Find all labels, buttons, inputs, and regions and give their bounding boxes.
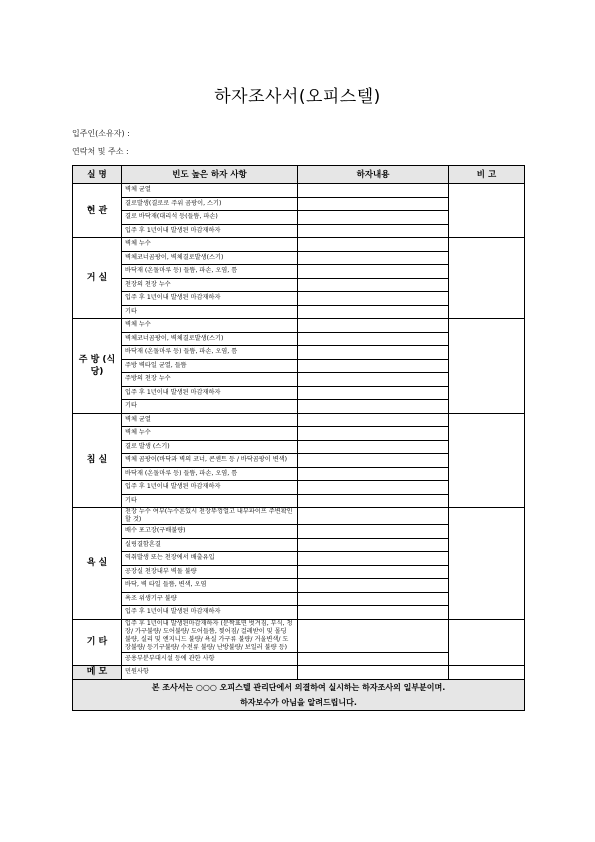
defect-content-cell[interactable] xyxy=(298,400,449,414)
defect-content-cell[interactable] xyxy=(298,454,449,468)
defect-item: 결로 발생 (스기) xyxy=(122,440,298,454)
defect-item: 천장의 천장 누수 xyxy=(122,278,298,292)
defect-item: 바닥재 (온돌마루 등) 들뜸, 파손, 오염, 틈 xyxy=(122,265,298,279)
page-title: 하자조사서(오피스텔) xyxy=(214,87,381,107)
defect-content-cell[interactable] xyxy=(298,592,449,606)
memo-row xyxy=(73,666,525,680)
defect-item: 결로 바닥재(대리석 등(들뜸, 파손) xyxy=(122,211,298,225)
defect-item: 주방 벽타일 균열, 들뜸 xyxy=(122,359,298,373)
defect-content-cell[interactable] xyxy=(298,373,449,387)
defect-content-cell[interactable] xyxy=(298,508,449,525)
defect-item: 기타 xyxy=(122,494,298,508)
header-content: 하자내용 xyxy=(298,166,449,184)
defect-item: 주방의 천장 누수 xyxy=(122,373,298,387)
defect-item: 벽체코너곰팡이, 벽체결로발생(스기) xyxy=(122,251,298,265)
defect-content-cell[interactable] xyxy=(298,427,449,441)
table-row xyxy=(73,508,525,525)
defect-content-cell[interactable] xyxy=(298,652,449,666)
defect-item: 벽체코너곰팡이, 벽체결로발생(스기) xyxy=(122,332,298,346)
header-items: 빈도 높은 하자 사항 xyxy=(122,166,298,184)
defect-item: 실링결함흔결 xyxy=(122,538,298,552)
notice-row xyxy=(73,679,525,710)
header-remark: 비 고 xyxy=(449,166,525,184)
defect-item: 벽체 누수 xyxy=(122,319,298,333)
defect-item: 벽체 곰팡이(바닥과 벽의 코너, 콘센트 등 / 바닥곰팡이 변색) xyxy=(122,454,298,468)
room-name: 거 실 xyxy=(73,238,122,319)
defect-content-cell[interactable] xyxy=(298,278,449,292)
defect-content-cell[interactable] xyxy=(298,238,449,252)
memo-value: 민원사항 xyxy=(122,666,298,680)
defect-item: 벽체 누수 xyxy=(122,427,298,441)
defect-content-cell[interactable] xyxy=(298,565,449,579)
defect-item: 역취발생 또는 천장에서 배출유입 xyxy=(122,552,298,566)
defect-content-cell[interactable] xyxy=(298,619,449,652)
room-name: 현 관 xyxy=(73,184,122,238)
defect-content-cell[interactable] xyxy=(298,386,449,400)
defect-content-cell[interactable] xyxy=(298,413,449,427)
defect-content-cell[interactable] xyxy=(298,197,449,211)
defect-item: 바닥재 (온돌마루 등) 들뜸, 파손, 오염, 틈 xyxy=(122,346,298,360)
defect-content-cell[interactable] xyxy=(298,346,449,360)
defect-item: 벽체 균열 xyxy=(122,184,298,198)
defect-content-cell[interactable] xyxy=(298,224,449,238)
defect-item: 입주 후 1년이내 발생된 마감재하자 xyxy=(122,224,298,238)
room-name: 기 타 xyxy=(73,619,122,666)
table-row xyxy=(73,413,525,427)
defect-item: 입주 후 1년이내 발생된 마감재하자 xyxy=(122,606,298,620)
defect-content-cell[interactable] xyxy=(298,265,449,279)
contact-label: 연락처 및 주소 : xyxy=(72,147,129,156)
defect-content-cell[interactable] xyxy=(298,494,449,508)
defect-item: 천장 누수 여부(누수흔있시 천장뚜껑열고 내부파이프 주변확인할 것) xyxy=(122,508,298,525)
defect-item: 결로발생(결로로 주위 곰팡이, 스기) xyxy=(122,197,298,211)
remark-cell[interactable] xyxy=(449,508,525,620)
table-row xyxy=(73,319,525,333)
defect-content-cell[interactable] xyxy=(298,606,449,620)
room-name: 욕 실 xyxy=(73,508,122,620)
defect-content-cell[interactable] xyxy=(298,552,449,566)
defect-content-cell[interactable] xyxy=(298,579,449,593)
remark-cell[interactable] xyxy=(449,184,525,238)
table-row xyxy=(73,619,525,652)
defect-item: 바닥재 (온돌마루 등) 들뜸, 파손, 오염, 틈 xyxy=(122,467,298,481)
defect-content-cell[interactable] xyxy=(298,538,449,552)
defect-item: 벽체 누수 xyxy=(122,238,298,252)
table-header-row xyxy=(73,166,525,184)
defect-item: 공장실 천장내부 벽돌 불량 xyxy=(122,565,298,579)
defect-item: 기타 xyxy=(122,305,298,319)
remark-cell[interactable] xyxy=(449,238,525,319)
defect-item: 입주 후 1년이내 발생된 마감재하자 xyxy=(122,292,298,306)
room-name: 주 방 (식당) xyxy=(73,319,122,414)
header-room: 실 명 xyxy=(73,166,122,184)
owner-label: 입주인(소유자) : xyxy=(72,129,130,138)
defect-item: 입주 후 1년이내 발생된 마감재하자 xyxy=(122,481,298,495)
remark-cell[interactable] xyxy=(449,619,525,666)
defect-item: 입주 후 1년이내 발생된 마감재하자 xyxy=(122,386,298,400)
table-row xyxy=(73,238,525,252)
defect-item: 공용부분부대시설 등에 관한 사항 xyxy=(122,652,298,666)
defect-content-cell[interactable] xyxy=(298,481,449,495)
memo-remark-cell[interactable] xyxy=(449,666,525,680)
defect-item: 기타 xyxy=(122,400,298,414)
defect-content-cell[interactable] xyxy=(298,251,449,265)
defect-content-cell[interactable] xyxy=(298,525,449,539)
defect-content-cell[interactable] xyxy=(298,184,449,198)
survey-table xyxy=(72,165,525,711)
defect-item: 벽체 균열 xyxy=(122,413,298,427)
room-name: 침 실 xyxy=(73,413,122,508)
defect-item: 바닥, 벽 타일 들뜸, 변색, 오염 xyxy=(122,579,298,593)
defect-content-cell[interactable] xyxy=(298,292,449,306)
defect-content-cell[interactable] xyxy=(298,319,449,333)
memo-label: 메 모 xyxy=(73,666,122,680)
memo-content-cell[interactable] xyxy=(298,666,449,680)
remark-cell[interactable] xyxy=(449,413,525,508)
defect-item: 욕조 위생기구 불량 xyxy=(122,592,298,606)
defect-content-cell[interactable] xyxy=(298,305,449,319)
remark-cell[interactable] xyxy=(449,319,525,414)
defect-content-cell[interactable] xyxy=(298,440,449,454)
table-row xyxy=(73,184,525,198)
defect-item: 입주 후 1년이내 발생된마감재하자 (문짝표면 벗겨짐, 부식, 청장/ 가구불량/ 도어불량/ 도어들뜸, 찢어짐/ 걸레받이 및 몰딩 불량, 실리 및 엔지니드 불량/ 욕실 가구류 불량/ 거울변색/ 도장불량/ 등기구불량/ 수전류 불량/ 난방불량/ 보일러 불량 등) xyxy=(122,619,298,652)
notice-text: 본 조사서는 ○○○ 오피스텔 관리단에서 의결하여 실시하는 하자조사의 일부분이며. 하자보수가 아님을 알려드립니다. xyxy=(73,679,525,710)
defect-item: 배수 포고장(구배불량) xyxy=(122,525,298,539)
defect-content-cell[interactable] xyxy=(298,467,449,481)
defect-content-cell[interactable] xyxy=(298,332,449,346)
defect-content-cell[interactable] xyxy=(298,211,449,225)
defect-content-cell[interactable] xyxy=(298,359,449,373)
